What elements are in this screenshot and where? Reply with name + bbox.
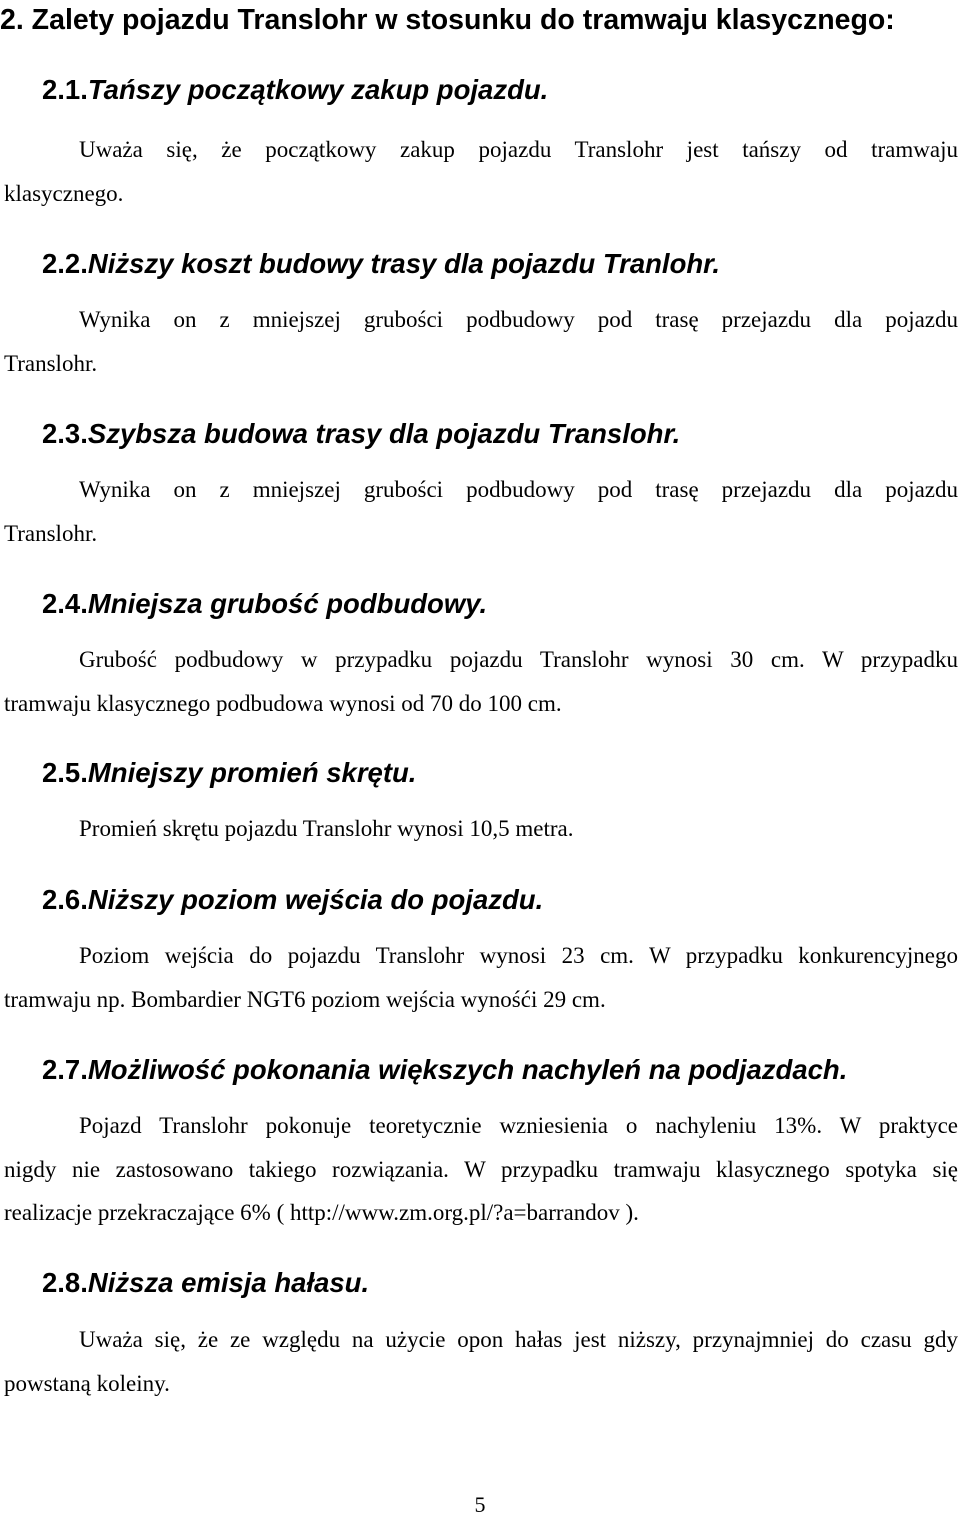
paragraph-line: Pojazd Translohr pokonuje teoretycznie wzniesienia o nachyleniu 13%. W praktyce (79, 1113, 958, 1138)
section-number: 2.7. (42, 1054, 88, 1085)
paragraph-line: Translohr. (4, 350, 98, 376)
paragraph-line: Wynika on z mniejszej grubości podbudowy pod trasę przejazdu dla pojazdu (79, 307, 958, 332)
section-paragraph-2-5 (4, 807, 958, 851)
section-number: 2.4. (42, 588, 88, 619)
paragraph-line: Uważa się, że początkowy zakup pojazdu Translohr jest tańszy od tramwaju (79, 137, 958, 162)
section-paragraph-2-6 (4, 934, 958, 1021)
section-number: 2.3. (42, 418, 88, 449)
section-title: Szybsza budowa trasy dla pojazdu Translohr. (87, 418, 681, 449)
paragraph-line: realizacje przekraczające 6% ( http://www.zm.org.pl/?a=barrandov ). (4, 1200, 639, 1225)
section-title: Niższy poziom wejścia do pojazdu. (87, 884, 544, 915)
section-heading-2-6 (42, 883, 543, 917)
paragraph-line: Grubość podbudowy w przypadku pojazdu Translohr wynosi 30 cm. W przypadku (79, 647, 958, 672)
paragraph-line: tramwaju klasycznego podbudowa wynosi od 70 do 100 cm. (4, 690, 562, 716)
section-paragraph-2-8 (4, 1318, 958, 1405)
section-heading-2-3 (42, 417, 680, 451)
paragraph-line: Promień skrętu pojazdu Translohr wynosi 10,5 metra. (79, 816, 574, 841)
section-heading-2-1 (42, 73, 548, 107)
section-paragraph-2-7 (4, 1104, 958, 1235)
section-number: 2.5. (42, 757, 88, 788)
paragraph-line: Wynika on z mniejszej grubości podbudowy pod trasę przejazdu dla pojazdu (79, 477, 958, 502)
section-heading-2-5 (42, 756, 416, 790)
section-paragraph-2-4 (4, 638, 958, 725)
paragraph-line: Poziom wejścia do pojazdu Translohr wynosi 23 cm. W przypadku konkurencyjnego (79, 943, 958, 968)
paragraph-line: tramwaju np. Bombardier NGT6 poziom wejścia wynośći 29 cm. (4, 986, 606, 1012)
section-number: 2.2. (42, 248, 88, 279)
section-title: Mniejszy promień skrętu. (87, 757, 417, 788)
main-heading: 2. Zalety pojazdu Translohr w stosunku do tramwaju klasycznego: (0, 4, 895, 36)
paragraph-line: klasycznego. (4, 180, 124, 206)
paragraph-line: powstaną koleiny. (4, 1370, 170, 1396)
paragraph-line: Uważa się, że ze względu na użycie opon hałas jest niższy, przynajmniej do czasu gdy (79, 1327, 958, 1352)
section-paragraph-2-1 (4, 128, 958, 215)
section-number: 2.6. (42, 884, 88, 915)
section-title: Niższa emisja hałasu. (87, 1267, 370, 1298)
section-number: 2.1. (42, 74, 88, 105)
paragraph-line: nigdy nie zastosowano takiego rozwiązania. W przypadku tramwaju klasycznego spotyka się (4, 1156, 958, 1182)
section-title: Mniejsza grubość podbudowy. (87, 588, 488, 619)
section-heading-2-7 (42, 1053, 847, 1087)
section-title: Niższy koszt budowy trasy dla pojazdu Tranlohr. (87, 248, 720, 279)
section-heading-2-8 (42, 1266, 369, 1300)
section-heading-2-2 (42, 247, 720, 281)
section-title: Możliwość pokonania większych nachyleń na podjazdach. (87, 1054, 848, 1085)
section-title: Tańszy początkowy zakup pojazdu. (87, 74, 549, 105)
section-paragraph-2-3 (4, 468, 958, 555)
paragraph-line: Translohr. (4, 520, 98, 546)
section-heading-2-4 (42, 587, 487, 621)
page-number: 5 (474, 1492, 486, 1517)
section-number: 2.8. (42, 1267, 88, 1298)
section-paragraph-2-2 (4, 298, 958, 385)
